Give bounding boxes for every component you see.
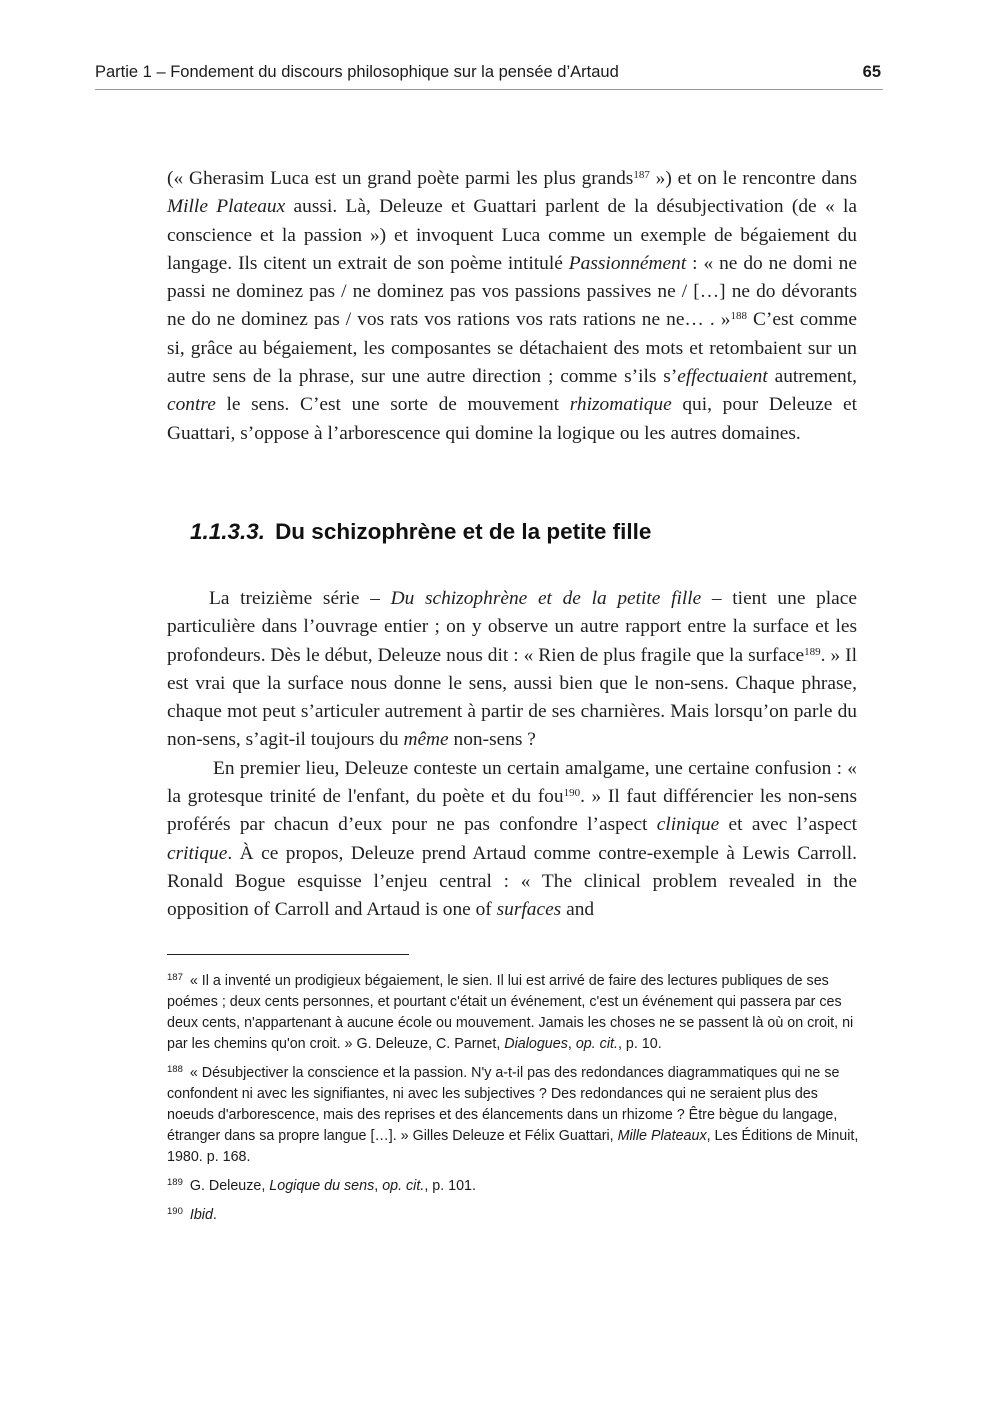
- section-title: Du schizophrène et de la petite fille: [275, 519, 652, 544]
- footnote-ref-187[interactable]: 187: [633, 169, 650, 181]
- footnote-190: $^{190}$ Ibid.: [167, 1206, 217, 1223]
- header-rule: [95, 89, 883, 90]
- footnote-189: $^{189}$ G. Deleuze, Logique du sens, op. cit., p. 101.: [167, 1177, 476, 1194]
- section-number: 1.1.3.3.: [190, 519, 266, 544]
- page-number: 65: [862, 63, 881, 81]
- footnote-188: $^{188}$ « Désubjectiver la conscience et la passion. N'y a-t-il pas des redondances diagrammatiques qui ne se confondent ni avec les signifiantes, ni avec les subjectives ? Des redondances qui ne seraient plus des noeuds d'arborescence, mais des reprises et des élancements dans un rhizome ? Être bègue du langage, étranger dans sa propre langue […]. » Gilles Deleuze et Félix Guattari, Mille Plateaux, Les Éditions de Minuit, 1980. p. 168.: [167, 1064, 859, 1165]
- section-heading: [190, 519, 651, 545]
- body-section: [167, 585, 857, 925]
- body-paragraph-1: (« Gherasim Luca est un grand poète parmi les plus grands$^{187}$ ») et on le rencontre dans Mille Plateaux aussi. Là, Deleuze et Guattari parlent de la désubjectivation (de « la conscience et la passion ») et invoquent Luca comme un exemple de bégaiement du langage. Ils citent un extrait de son poème intitulé Passionnément : « ne do ne domi ne passi ne dominez pas / ne dominez pas vos passions passives ne / […] ne do dévorants ne do ne dominez pas / vos rats vos rations vos rats rations ne ne… . »$^{188}$ C’est comme si, grâce au bégaiement, les composantes se détachaient des mots et retombaient sur un autre sens de la phrase, sur une autre direction ; comme s’ils s’effectuaient autrement, contre le sens. C’est une sorte de mouvement rhizomatique qui, pour Deleuze et Guattari, s’oppose à l’arborescence qui domine la logique ou les autres domaines.: [167, 168, 858, 444]
- running-header: [95, 60, 883, 88]
- footnote-ref-190[interactable]: 190: [563, 787, 581, 800]
- body-paragraph-2: La treizième série – Du schizophrène et de la petite fille – tient une place particulière dans l’ouvrage entier ; on y observe un autre rapport entre la surface et les profondeurs. Dès le début, Deleuze nous dit : « Rien de plus fragile que la surface$^{189}$. » Il est vrai que la surface nous donne le sens, aussi bien que le non-sens. Chaque phrase, chaque mot peut s’articuler autrement à partir de ses charnières. Mais lorsqu’on parle du non-sens, s’agit-il toujours du même non-sens ?: [167, 588, 857, 751]
- body-paragraph-3: En premier lieu, Deleuze conteste un certain amalgame, une certaine confusion : « la grotesque trinité de l'enfant, du poète et du fou$^{190}$. » Il faut différencier les non-sens proférés par chacun d’eux pour ne pas confondre l’aspect clinique et avec l’aspect critique. À ce propos, Deleuze prend Artaud comme contre-exemple à Lewis Carroll. Ronald Bogue esquisse l’enjeu central : « The clinical problem revealed in the opposition of Carroll and Artaud is one of surfaces and: [167, 757, 857, 921]
- footnote-separator: [167, 954, 409, 955]
- footnote-ref-188[interactable]: 188: [730, 310, 747, 323]
- footnotes: [167, 971, 859, 1234]
- footnote-187: $^{187}$ « Il a inventé un prodigieux bégaiement, le sien. Il lui est arrivé de faire des lectures publiques de ses poémes ; deux cents personnes, et pourtant c'était un événement, c'est un événement qui passera par ces deux cents, n'appartenant à aucune école ou mouvement. Jamais les choses ne se passent là où on croit, ni par les chemins qu'on croit. » G. Deleuze, C. Parnet, Dialogues, op. cit., p. 10.: [167, 972, 854, 1052]
- running-header-title: Partie 1 – Fondement du discours philosophique sur la pensée d’Artaud: [95, 63, 619, 81]
- footnote-ref-189[interactable]: 189: [804, 645, 821, 658]
